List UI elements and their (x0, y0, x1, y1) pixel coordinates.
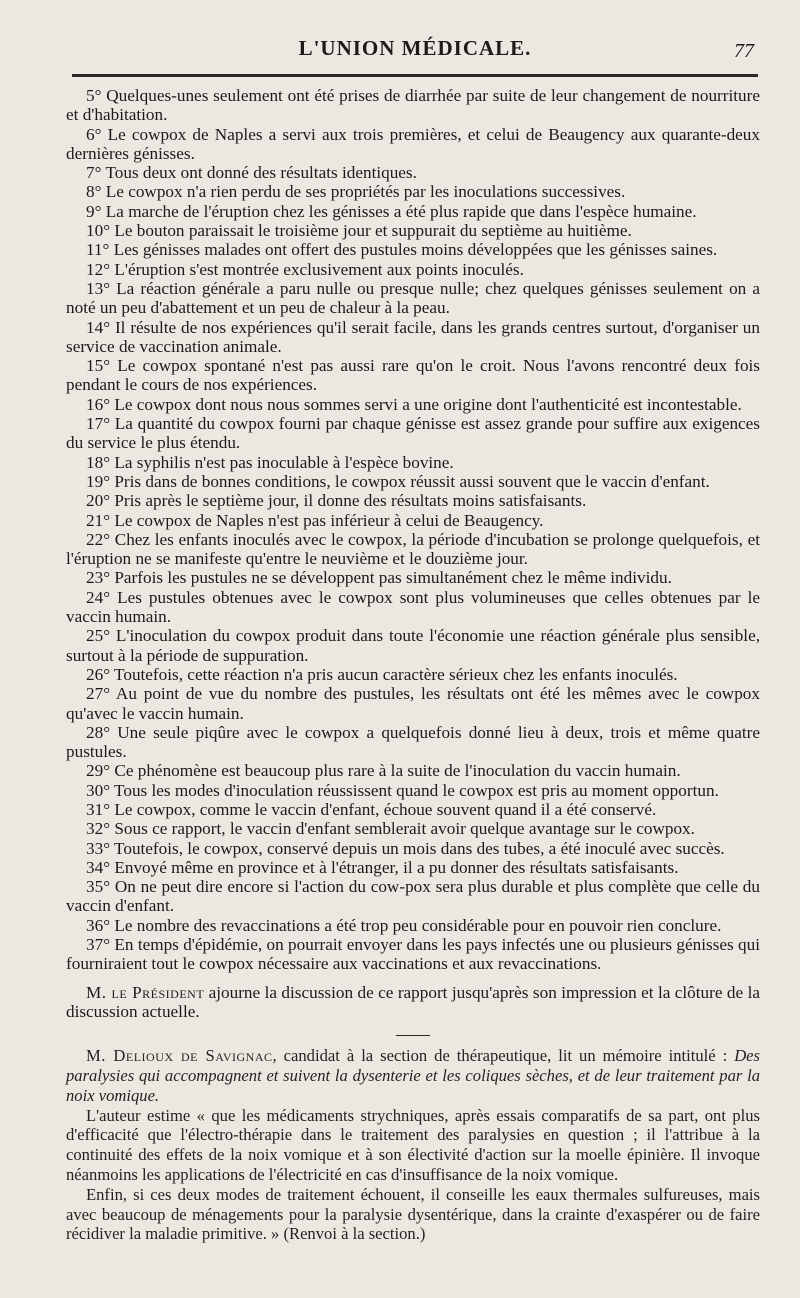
spacer (66, 974, 760, 983)
conclusion-item: 13° La réaction générale a paru nulle ou presque nulle; chez quelques génisses seulement on a noté un peu d'abattement et un peu de chaleur à la peau. (66, 278, 760, 318)
conclusion-item: 18° La syphilis n'est pas inoculable à l'espèce bovine. (86, 452, 454, 472)
conclusion-item: 34° Envoyé même en province et à l'étranger, il a pu donner des résultats satisfaisants. (86, 857, 679, 877)
section-divider (396, 1035, 430, 1036)
conclusion-item: 21° Le cowpox de Naples n'est pas inférieur à celui de Beaugency. (86, 510, 544, 530)
delioux-paragraph-1: L'auteur estime « que les médicaments strychniques, après essais comparatifs de sa part, ont plus d'efficacité que l'électro-thérapie dans le traitement des paralysies en question ; il l'attribue à la continuité des effets de la noix vomique et à son électivité d'action sur la moelle épinière. Il invoque néanmoins les applications de l'électricité en cas d'insuffisance de la noix vomique. (66, 1105, 760, 1185)
conclusion-item: 37° En temps d'épidémie, on pourrait envoyer dans les pays infectés une ou plusieurs génisses qui fourniraient tout le cowpox nécessaire aux vaccinations et aux revaccinations. (66, 935, 760, 974)
president-text: ajourne la discussion de ce rapport jusqu'après son impression et la clôture de la discussion actuelle. (66, 982, 760, 1021)
conclusion-item: 14° Il résulte de nos expériences qu'il serait facile, dans les grands centres surtout, d'organiser un service de vaccination animale. (66, 317, 760, 356)
president-paragraph (66, 983, 760, 1022)
conclusion-item: 17° La quantité du cowpox fourni par chaque génisse est assez grande pour suffire aux exigences du service le plus étendu. (66, 414, 760, 453)
conclusion-item: 20° Pris après le septième jour, il donne des résultats moins satisfaisants. (86, 491, 587, 511)
journal-title: L'UNION MÉDICALE. (298, 36, 532, 60)
conclusion-item: 30° Tous les modes d'inoculation réussissent quand le cowpox est pris au moment opportun. (86, 780, 719, 800)
delioux-speaker: M. Delioux de Savignac (86, 1046, 273, 1066)
conclusion-item: 29° Ce phénomène est beaucoup plus rare à la suite de l'inoculation du vaccin humain. (86, 761, 681, 781)
conclusion-item: 6° Le cowpox de Naples a servi aux trois premières, et celui de Beaugency aux quarante-deux dernières génisses. (66, 124, 760, 163)
conclusion-item: 16° Le cowpox dont nous nous sommes servi a une origine dont l'authenticité est incontestable. (86, 394, 742, 414)
president-speaker: M. le Président (86, 982, 205, 1002)
conclusion-list (66, 86, 760, 974)
delioux-intro: , candidat à la section de thérapeutique, lit un mémoire intitulé : (272, 1046, 735, 1066)
conclusion-item: 36° Le nombre des revaccinations a été trop peu considérable pour en pouvoir rien conclure. (86, 915, 722, 935)
article-body (66, 86, 760, 1244)
conclusion-item: 26° Toutefois, cette réaction n'a pris aucun caractère sérieux chez les enfants inoculés. (86, 664, 678, 684)
conclusion-item: 8° Le cowpox n'a rien perdu de ses propriétés par les inoculations successives. (86, 182, 626, 202)
page-number: 77 (734, 40, 754, 62)
header-rule (72, 74, 758, 77)
conclusion-item: 31° Le cowpox, comme le vaccin d'enfant, échoue souvent quand il a été conservé. (86, 799, 657, 819)
conclusion-item: 23° Parfois les pustules ne se développent pas simultanément chez le même individu. (86, 568, 672, 588)
conclusion-item: 9° La marche de l'éruption chez les génisses a été plus rapide que dans l'espèce humaine. (86, 201, 697, 221)
delioux-paragraph-2: Enfin, si ces deux modes de traitement échouent, il conseille les eaux thermales sulfureuses, mais avec beaucoup de ménagements pour la paralysie dysentérique, dans la crainte d'exaspérer ou de faire récidiver la maladie primitive. » (Renvoi à la section.) (66, 1184, 760, 1244)
conclusion-item: 25° L'inoculation du cowpox produit dans toute l'économie une réaction générale plus sensible, surtout à la période de suppuration. (66, 626, 760, 665)
conclusion-item: 35° On ne peut dire encore si l'action du cow-pox sera plus durable et plus complète que celle du vaccin d'enfant. (66, 877, 760, 916)
conclusion-item: 24° Les pustules obtenues avec le cowpox sont plus volumineuses que celles obtenues par le vaccin humain. (66, 587, 760, 627)
delioux-section (66, 1046, 760, 1244)
conclusion-item: 33° Toutefois, le cowpox, conservé depuis un mois dans des tubes, a été inoculé avec succès. (86, 838, 725, 858)
conclusion-item: 12° L'éruption s'est montrée exclusivement aux points inoculés. (86, 259, 524, 279)
conclusion-item: 7° Tous deux ont donné des résultats identiques. (86, 163, 417, 183)
delioux-intro-paragraph (66, 1046, 760, 1105)
conclusion-item: 32° Sous ce rapport, le vaccin d'enfant semblerait avoir quelque avantage sur le cowpox. (86, 819, 695, 839)
conclusion-item: 28° Une seule piqûre avec le cowpox a quelquefois donné lieu à deux, trois et même quatre pustules. (66, 722, 760, 762)
conclusion-item: 22° Chez les enfants inoculés avec le cowpox, la période d'incubation se prolonge quelquefois, et l'éruption ne se manifeste qu'entre le neuvième et le douzième jour. (66, 529, 760, 569)
conclusion-item: 27° Au point de vue du nombre des pustules, les résultats ont été les mêmes avec le cowpox qu'avec le vaccin humain. (66, 684, 760, 723)
conclusion-item: 19° Pris dans de bonnes conditions, le cowpox réussit aussi souvent que le vaccin d'enfant. (86, 471, 710, 491)
conclusion-item: 15° Le cowpox spontané n'est pas aussi rare qu'on le croit. Nous l'avons rencontré deux fois pendant le cours de nos expériences. (66, 356, 760, 395)
conclusion-item: 11° Les génisses malades ont offert des pustules moins développées que les génisses saines. (86, 240, 718, 260)
running-header (70, 36, 760, 68)
conclusion-item: 10° Le bouton paraissait le troisième jour et suppurait du septième au huitième. (86, 221, 632, 241)
memoir-title: Des paralysies qui accompagnent et suivent la dysenterie et les coliques sèches, et de leur traitement par la noix vomique. (66, 1046, 760, 1105)
conclusion-item: 5° Quelques-unes seulement ont été prises de diarrhée par suite de leur changement de nourriture et d'habitation. (66, 86, 760, 125)
